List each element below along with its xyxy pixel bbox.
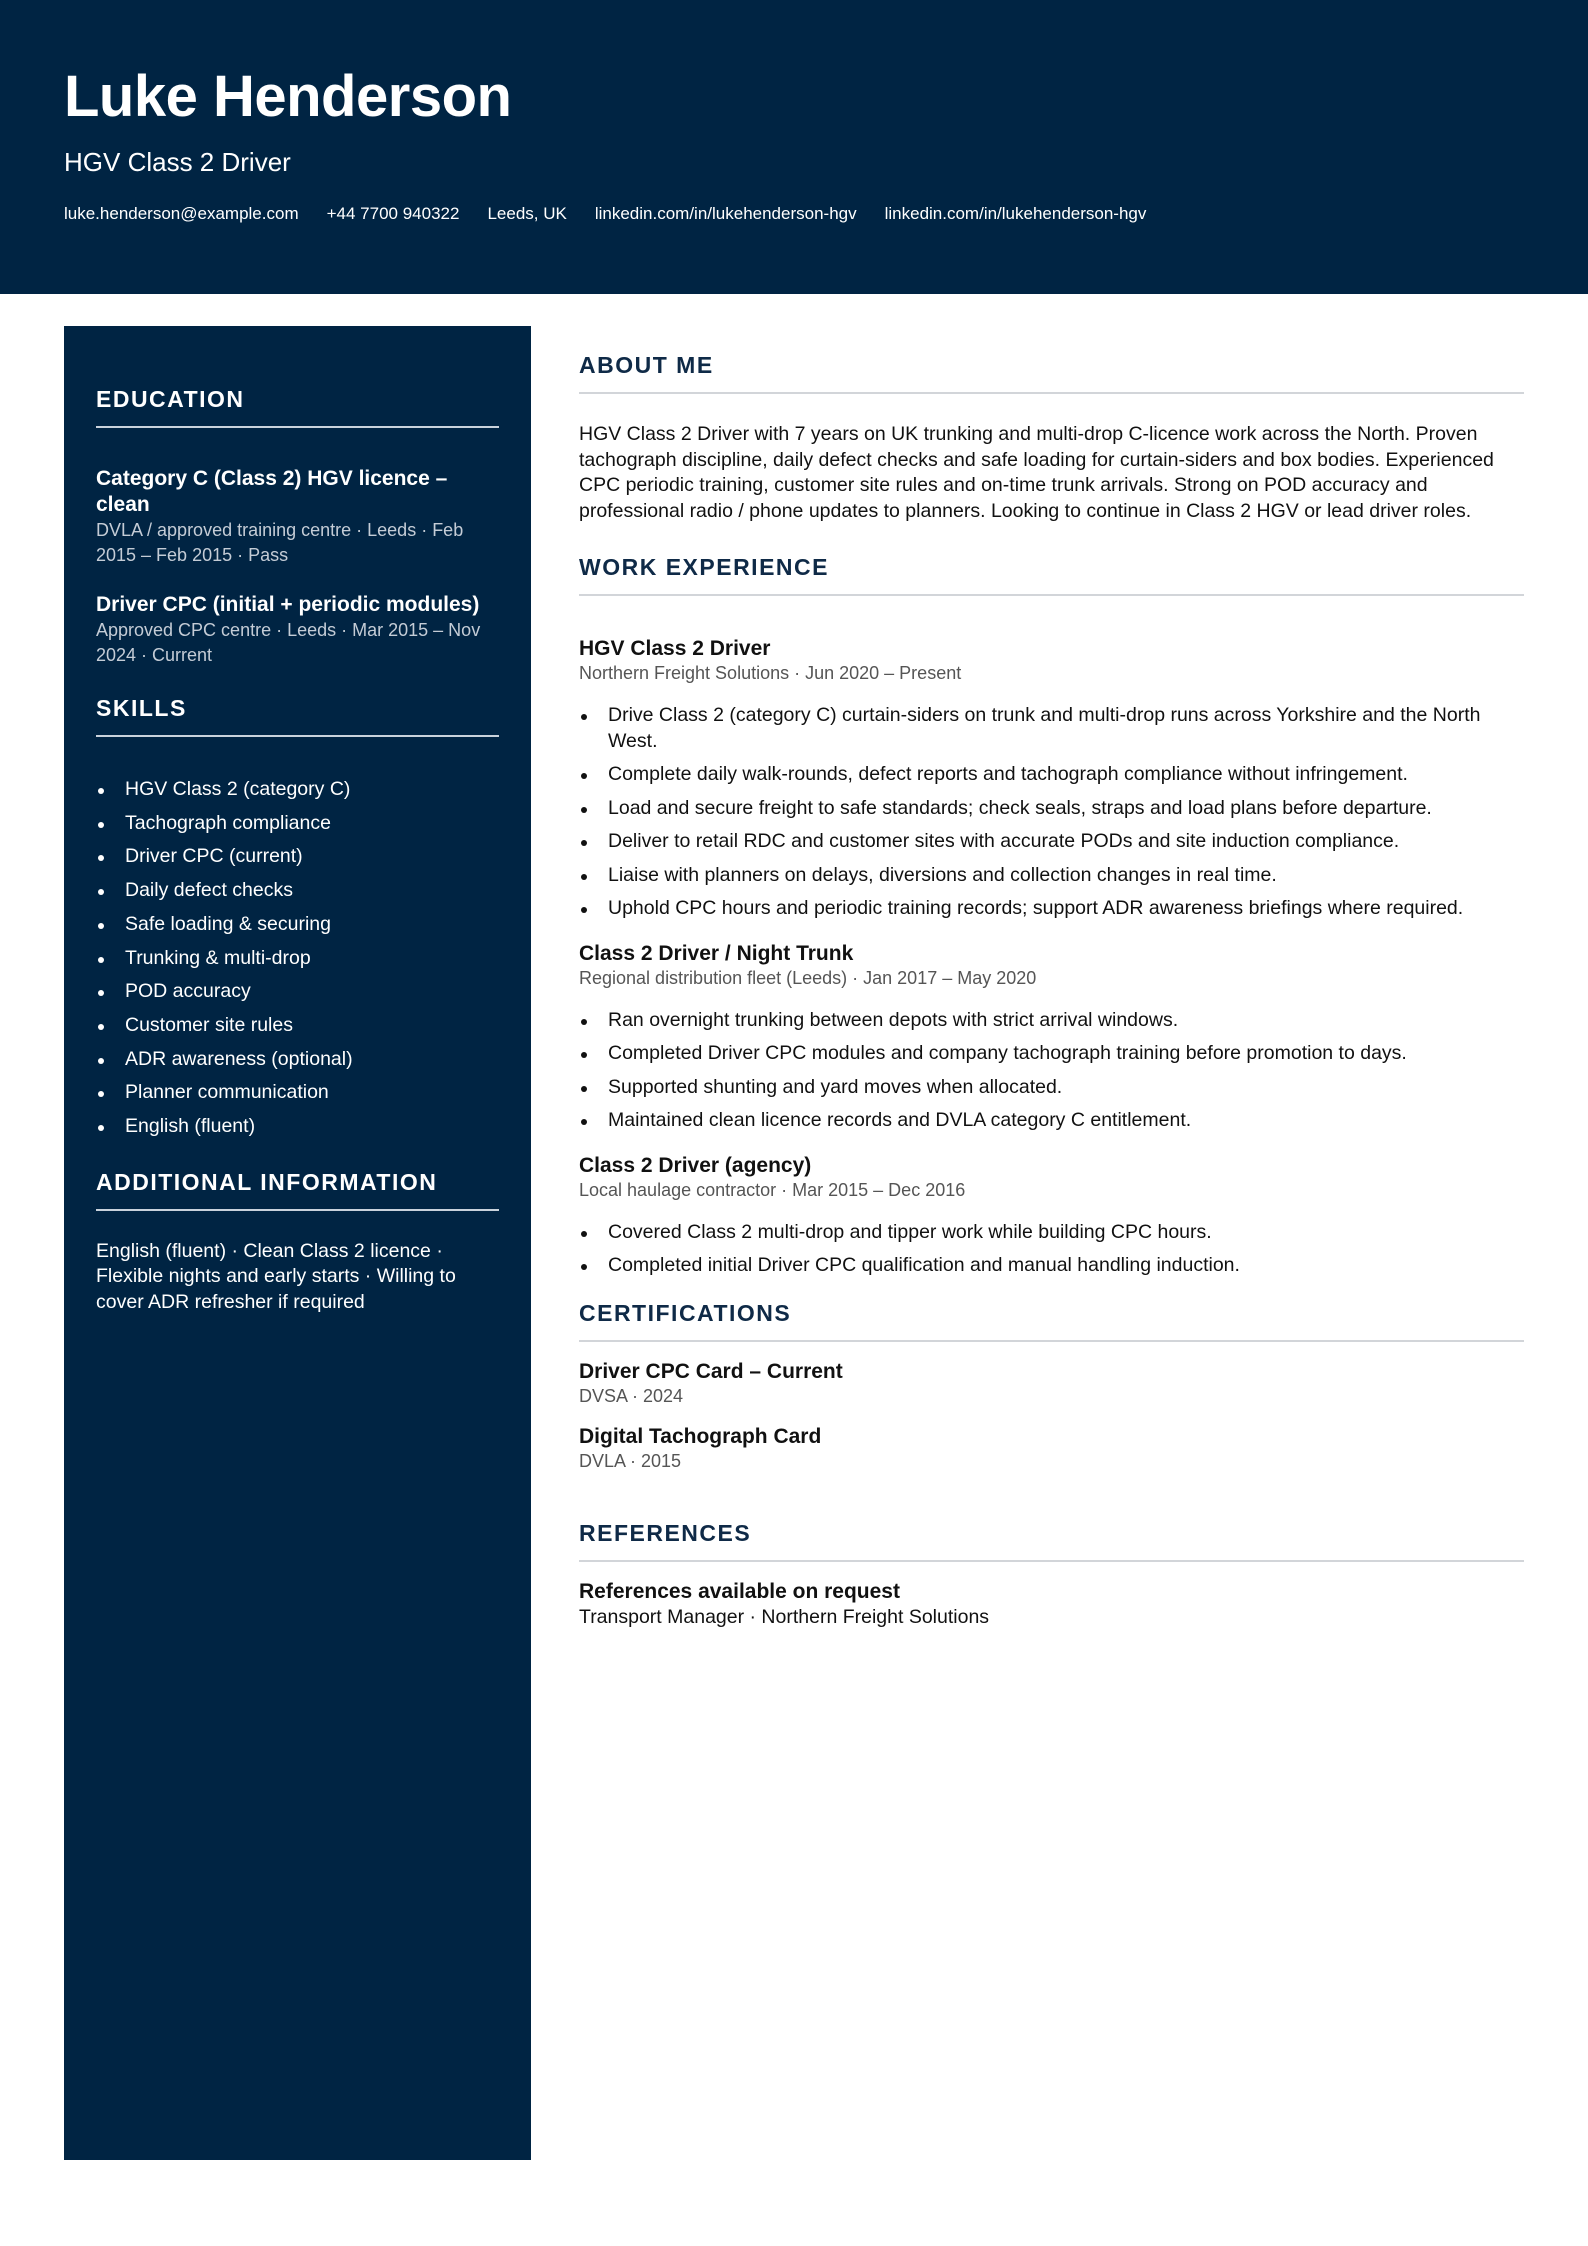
skill-item: ADR awareness (optional) bbox=[96, 1043, 499, 1077]
additional-info-text: English (fluent) · Clean Class 2 licence · Flexible nights and early starts · Willing to cover ADR refresher if required bbox=[96, 1239, 456, 1313]
skill-item: POD accuracy bbox=[96, 975, 499, 1009]
reference-item bbox=[579, 1579, 1524, 1630]
job-bullet: Liaise with planners on delays, diversions and collection changes in real time. bbox=[579, 863, 1524, 889]
section-divider bbox=[579, 1340, 1524, 1342]
about-text: HGV Class 2 Driver with 7 years on UK trunking and multi-drop C-licence work across the North. Proven tachograph discipline, daily defect checks and safe loading for curtain-siders and box bodies. Experienced CPC periodic training, customer site rules and on-time trunk arrivals. Strong on POD accuracy and professional radio / phone updates to planners. Looking to continue in Class 2 HGV or lead driver roles. bbox=[579, 423, 1494, 522]
section-divider bbox=[96, 1209, 499, 1211]
job-entry bbox=[579, 636, 1524, 922]
candidate-name: Luke Henderson bbox=[64, 64, 512, 129]
job-bullets bbox=[579, 1220, 1524, 1279]
contact-email[interactable]: luke.henderson@example.com bbox=[64, 204, 299, 223]
job-entry bbox=[579, 941, 1524, 1134]
references-title: References available on request bbox=[579, 1579, 900, 1603]
additional-info-section bbox=[96, 1167, 499, 1316]
skill-item: Customer site rules bbox=[96, 1009, 499, 1043]
job-bullet: Deliver to retail RDC and customer sites with accurate PODs and site induction compliance. bbox=[579, 829, 1524, 855]
job-bullet: Complete daily walk-rounds, defect reports and tachograph compliance without infringement. bbox=[579, 762, 1524, 788]
additional-info-heading: ADDITIONAL INFORMATION bbox=[96, 1168, 438, 1195]
education-item bbox=[96, 466, 499, 568]
job-bullet: Covered Class 2 multi-drop and tipper work while building CPC hours. bbox=[579, 1220, 1524, 1246]
job-bullet: Load and secure freight to safe standards; check seals, straps and load plans before departure. bbox=[579, 796, 1524, 822]
job-entry bbox=[579, 1153, 1524, 1279]
section-divider bbox=[579, 392, 1524, 394]
skill-item: HGV Class 2 (category C) bbox=[96, 773, 499, 807]
contact-row bbox=[64, 203, 1174, 225]
certification-item bbox=[579, 1424, 1524, 1473]
main-content bbox=[579, 350, 1524, 1630]
references-heading: REFERENCES bbox=[579, 1519, 752, 1546]
job-bullet: Supported shunting and yard moves when allocated. bbox=[579, 1075, 1524, 1101]
job-bullet: Completed initial Driver CPC qualification and manual handling induction. bbox=[579, 1253, 1524, 1279]
section-divider bbox=[579, 1560, 1524, 1562]
certification-title: Digital Tachograph Card bbox=[579, 1424, 822, 1448]
job-bullet: Completed Driver CPC modules and company tachograph training before promotion to days. bbox=[579, 1041, 1524, 1067]
certification-item bbox=[579, 1359, 1524, 1408]
job-bullets bbox=[579, 703, 1524, 922]
skill-item: Tachograph compliance bbox=[96, 807, 499, 841]
job-bullet: Uphold CPC hours and periodic training records; support ADR awareness briefings where required. bbox=[579, 896, 1524, 922]
contact-phone[interactable]: +44 7700 940322 bbox=[326, 204, 460, 223]
certifications-section bbox=[579, 1298, 1524, 1473]
education-section bbox=[96, 384, 499, 668]
experience-section bbox=[579, 552, 1524, 1279]
section-divider bbox=[96, 426, 499, 428]
experience-heading: WORK EXPERIENCE bbox=[579, 554, 829, 580]
skill-item: Driver CPC (current) bbox=[96, 840, 499, 874]
job-title: Class 2 Driver / Night Trunk bbox=[579, 941, 854, 965]
job-title: Class 2 Driver (agency) bbox=[579, 1153, 812, 1177]
job-bullets bbox=[579, 1008, 1524, 1134]
education-heading: EDUCATION bbox=[96, 386, 245, 412]
education-meta: DVLA / approved training centre · Leeds · Feb 2015 – Feb 2015 · Pass bbox=[96, 520, 464, 565]
skills-list bbox=[96, 773, 499, 1144]
certifications-heading: CERTIFICATIONS bbox=[579, 1299, 792, 1326]
contact-linkedin[interactable]: linkedin.com/in/lukehenderson-hgv bbox=[594, 204, 857, 223]
job-bullet: Maintained clean licence records and DVLA category C entitlement. bbox=[579, 1108, 1524, 1134]
skills-heading: SKILLS bbox=[96, 695, 187, 721]
references-subtitle: Transport Manager · Northern Freight Solutions bbox=[579, 1605, 990, 1628]
section-divider bbox=[96, 735, 499, 737]
education-meta: Approved CPC centre · Leeds · Mar 2015 – Nov 2024 · Current bbox=[96, 620, 481, 665]
about-heading: ABOUT ME bbox=[579, 352, 714, 378]
job-meta: Regional distribution fleet (Leeds) · Jan 2017 – May 2020 bbox=[579, 967, 1037, 988]
contact-location: Leeds, UK bbox=[487, 204, 567, 223]
education-item bbox=[96, 592, 499, 668]
job-meta: Local haulage contractor · Mar 2015 – Dec 2016 bbox=[579, 1179, 966, 1200]
about-section bbox=[579, 350, 1524, 524]
education-title: Category C (Class 2) HGV licence – clean bbox=[96, 467, 448, 516]
job-meta: Northern Freight Solutions · Jun 2020 – Present bbox=[579, 663, 962, 683]
skills-section bbox=[96, 693, 499, 1144]
certification-meta: DVSA · 2024 bbox=[579, 1385, 684, 1406]
skill-item: Safe loading & securing bbox=[96, 908, 499, 942]
candidate-role: HGV Class 2 Driver bbox=[64, 147, 291, 177]
certification-title: Driver CPC Card – Current bbox=[579, 1359, 843, 1383]
section-divider bbox=[579, 594, 1524, 596]
sidebar bbox=[64, 326, 531, 2160]
skill-item: English (fluent) bbox=[96, 1110, 499, 1144]
certification-meta: DVLA · 2015 bbox=[579, 1450, 682, 1471]
skill-item: Daily defect checks bbox=[96, 874, 499, 908]
job-bullet: Ran overnight trunking between depots with strict arrival windows. bbox=[579, 1008, 1524, 1034]
resume-header bbox=[0, 0, 1588, 294]
education-title: Driver CPC (initial + periodic modules) bbox=[96, 593, 480, 616]
references-section bbox=[579, 1518, 1524, 1630]
skill-item: Trunking & multi-drop bbox=[96, 942, 499, 976]
contact-linkedin-2[interactable]: linkedin.com/in/lukehenderson-hgv bbox=[884, 204, 1147, 223]
job-title: HGV Class 2 Driver bbox=[579, 637, 771, 660]
skill-item: Planner communication bbox=[96, 1076, 499, 1110]
job-bullet: Drive Class 2 (category C) curtain-siders on trunk and multi-drop runs across Yorkshire and the North West. bbox=[579, 703, 1524, 754]
